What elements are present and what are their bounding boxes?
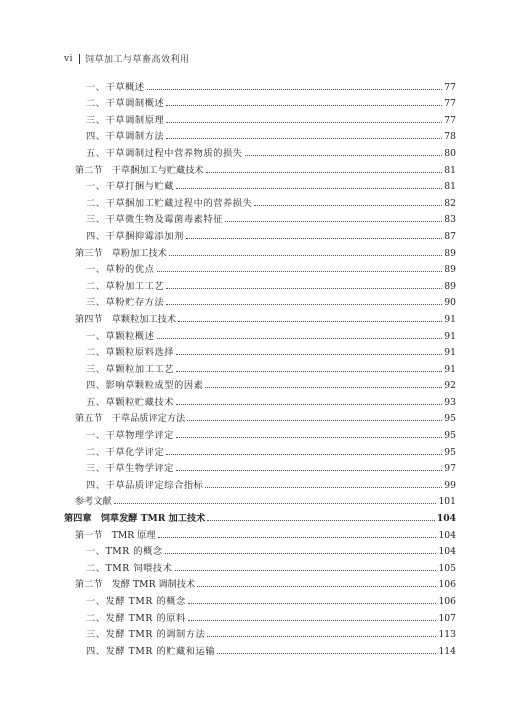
toc-entry-title: 二、干草化学评定 bbox=[86, 446, 165, 458]
toc-entry-title: 二、干草捆加工贮藏过程中的营养损失 bbox=[86, 197, 253, 209]
toc-entry[interactable] bbox=[64, 424, 456, 441]
toc-entry[interactable] bbox=[64, 308, 456, 325]
toc-entry-page: 81 bbox=[444, 164, 456, 176]
toc-entry-page: 99 bbox=[444, 479, 456, 491]
toc-entry-title: 一、干草概述 bbox=[86, 81, 145, 93]
dot-leader bbox=[205, 487, 442, 488]
toc-entry-page: 104 bbox=[438, 529, 456, 541]
toc-entry-page: 95 bbox=[444, 446, 456, 458]
toc-entry[interactable] bbox=[64, 491, 456, 508]
toc-entry-title: 第四章 饲草发酵 TMR 加工技术 bbox=[64, 513, 206, 525]
toc-entry-title: 二、发酵 TMR 的原料 bbox=[86, 612, 186, 624]
dot-leader bbox=[188, 603, 437, 604]
toc-entry-page: 77 bbox=[444, 114, 456, 126]
dot-leader bbox=[206, 172, 443, 173]
toc-entry[interactable] bbox=[64, 541, 456, 558]
toc-entry-title: 一、TMR 的概念 bbox=[86, 546, 163, 558]
toc-entry[interactable] bbox=[64, 259, 456, 276]
dot-leader bbox=[176, 470, 442, 471]
toc-entry-page: 91 bbox=[444, 363, 456, 375]
toc-entry-title: 一、草颗粒概述 bbox=[86, 330, 155, 342]
toc-entry[interactable] bbox=[64, 342, 456, 359]
toc-entry[interactable] bbox=[64, 507, 456, 524]
header-page-number: vi bbox=[64, 53, 73, 64]
dot-leader bbox=[207, 636, 436, 637]
toc-entry[interactable] bbox=[64, 574, 456, 591]
dot-leader bbox=[166, 288, 442, 289]
toc-entry[interactable] bbox=[64, 159, 456, 176]
toc-entry-page: 107 bbox=[438, 612, 456, 624]
toc-entry[interactable] bbox=[64, 458, 456, 475]
dot-leader bbox=[186, 238, 442, 239]
dot-leader bbox=[217, 653, 436, 654]
toc-entry-page: 82 bbox=[444, 197, 456, 209]
toc-entry-title: 第二节 干草捆加工与贮藏技术 bbox=[75, 164, 204, 176]
toc-entry-title: 第四节 草颗粒加工技术 bbox=[75, 313, 177, 325]
toc-entry-title: 二、草粉加工工艺 bbox=[86, 280, 165, 292]
toc-entry[interactable] bbox=[64, 391, 456, 408]
toc-entry[interactable] bbox=[64, 524, 456, 541]
dot-leader bbox=[166, 454, 442, 455]
dot-leader bbox=[188, 620, 437, 621]
toc-entry-title: 参考文献 bbox=[75, 496, 112, 508]
toc-entry-page: 83 bbox=[444, 214, 456, 226]
toc-entry-page: 78 bbox=[444, 131, 456, 143]
toc-entry[interactable] bbox=[64, 325, 456, 342]
toc-entry[interactable] bbox=[64, 275, 456, 292]
toc-entry-page: 95 bbox=[444, 430, 456, 442]
toc-entry[interactable] bbox=[64, 474, 456, 491]
toc-entry-page: 89 bbox=[444, 247, 456, 259]
toc-entry-page: 105 bbox=[438, 562, 456, 574]
dot-leader bbox=[205, 387, 442, 388]
toc-entry-page: 101 bbox=[438, 496, 456, 508]
dot-leader bbox=[166, 304, 442, 305]
toc-entry-title: 五、草颗粒贮藏技术 bbox=[86, 396, 175, 408]
toc-entry-title: 四、干草捆抑霉添加剂 bbox=[86, 230, 184, 242]
toc-entry-title: 三、干草生物学评定 bbox=[86, 463, 175, 475]
dot-leader bbox=[176, 354, 442, 355]
toc-entry-page: 81 bbox=[444, 181, 456, 193]
dot-leader bbox=[176, 188, 442, 189]
toc-entry-page: 89 bbox=[444, 280, 456, 292]
toc-entry-title: 四、干草品质评定综合指标 bbox=[86, 479, 204, 491]
toc-entry-title: 四、影响草颗粒成型的因素 bbox=[86, 380, 204, 392]
dot-leader bbox=[166, 122, 442, 123]
toc-entry-page: 80 bbox=[444, 147, 456, 159]
dot-leader bbox=[175, 570, 437, 571]
toc-entry-title: 二、TMR 饲喂技术 bbox=[86, 562, 173, 574]
toc-entry[interactable] bbox=[64, 225, 456, 242]
toc-entry-title: 一、干草打捆与贮藏 bbox=[86, 181, 175, 193]
dot-leader bbox=[166, 138, 442, 139]
toc-entry-page: 91 bbox=[444, 313, 456, 325]
toc-entry-title: 三、干草调制原理 bbox=[86, 114, 165, 126]
dot-leader bbox=[157, 271, 443, 272]
toc-entry[interactable] bbox=[64, 624, 456, 641]
header-divider bbox=[79, 54, 80, 64]
table-of-contents bbox=[64, 76, 456, 657]
toc-entry-page: 93 bbox=[444, 396, 456, 408]
toc-entry[interactable] bbox=[64, 176, 456, 193]
toc-entry[interactable] bbox=[64, 292, 456, 309]
toc-entry[interactable] bbox=[64, 192, 456, 209]
toc-entry[interactable] bbox=[64, 142, 456, 159]
toc-entry-title: 一、干草物理学评定 bbox=[86, 430, 175, 442]
dot-leader bbox=[157, 338, 443, 339]
toc-entry[interactable] bbox=[64, 441, 456, 458]
running-header bbox=[64, 52, 189, 65]
toc-entry-page: 97 bbox=[444, 463, 456, 475]
toc-entry[interactable] bbox=[64, 358, 456, 375]
toc-entry-title: 第三节 草粉加工技术 bbox=[75, 247, 167, 259]
toc-entry-title: 二、草颗粒原料选择 bbox=[86, 347, 175, 359]
toc-entry-page: 106 bbox=[438, 579, 456, 591]
dot-leader bbox=[187, 420, 442, 421]
toc-entry-title: 三、草粉贮存方法 bbox=[86, 297, 165, 309]
toc-entry-page: 95 bbox=[444, 413, 456, 425]
dot-leader bbox=[178, 321, 442, 322]
header-book-title: 饲草加工与草畜高效利用 bbox=[84, 55, 190, 65]
dot-leader bbox=[165, 553, 437, 554]
toc-entry-page: 87 bbox=[444, 230, 456, 242]
dot-leader bbox=[176, 404, 442, 405]
dot-leader bbox=[225, 221, 442, 222]
dot-leader bbox=[158, 537, 437, 538]
toc-entry[interactable] bbox=[64, 126, 456, 143]
toc-entry-title: 一、草粉的优点 bbox=[86, 264, 155, 276]
toc-entry[interactable] bbox=[64, 557, 456, 574]
toc-entry-title: 第二节 发酵 TMR 调制技术 bbox=[75, 579, 196, 591]
toc-entry-title: 三、草颗粒加工工艺 bbox=[86, 363, 175, 375]
toc-entry-title: 三、干草微生物及霉菌毒素特征 bbox=[86, 214, 224, 226]
toc-entry[interactable] bbox=[64, 590, 456, 607]
toc-entry-title: 一、发酵 TMR 的概念 bbox=[86, 596, 186, 607]
toc-entry[interactable] bbox=[64, 209, 456, 226]
toc-entry-title: 四、发酵 TMR 的贮藏和运输 bbox=[86, 645, 216, 657]
toc-entry[interactable] bbox=[64, 408, 456, 425]
dot-leader bbox=[114, 503, 437, 504]
toc-entry-page: 92 bbox=[444, 380, 456, 392]
toc-entry-page: 104 bbox=[436, 513, 456, 525]
dot-leader bbox=[147, 89, 443, 90]
toc-entry-page: 114 bbox=[438, 645, 456, 657]
toc-entry-page: 91 bbox=[444, 347, 456, 359]
toc-entry[interactable] bbox=[64, 109, 456, 126]
dot-leader bbox=[176, 437, 442, 438]
dot-leader bbox=[207, 520, 435, 521]
toc-entry-page: 113 bbox=[438, 629, 456, 641]
toc-entry-title: 三、发酵 TMR 的调制方法 bbox=[86, 629, 206, 641]
dot-leader bbox=[176, 371, 442, 372]
toc-entry-page: 77 bbox=[444, 81, 456, 93]
toc-entry-title: 五、干草调制过程中营养物质的损失 bbox=[86, 147, 243, 159]
toc-entry[interactable] bbox=[64, 76, 456, 93]
toc-entry-title: 二、干草调制概述 bbox=[86, 98, 165, 110]
toc-entry-page: 91 bbox=[444, 330, 456, 342]
toc-entry[interactable] bbox=[64, 375, 456, 392]
toc-entry-page: 106 bbox=[438, 596, 456, 607]
toc-entry[interactable] bbox=[64, 93, 456, 110]
toc-entry-page: 77 bbox=[444, 98, 456, 110]
dot-leader bbox=[166, 105, 442, 106]
toc-entry-page: 104 bbox=[438, 546, 456, 558]
toc-entry[interactable] bbox=[64, 242, 456, 259]
toc-entry[interactable] bbox=[64, 640, 456, 657]
dot-leader bbox=[254, 205, 442, 206]
dot-leader bbox=[245, 155, 443, 156]
toc-entry-page: 89 bbox=[444, 264, 456, 276]
toc-entry-title: 四、干草调制方法 bbox=[86, 131, 165, 143]
toc-entry[interactable] bbox=[64, 607, 456, 624]
dot-leader bbox=[169, 255, 442, 256]
dot-leader bbox=[197, 586, 436, 587]
toc-entry-title: 第五节 干草品质评定方法 bbox=[75, 413, 186, 425]
toc-entry-title: 第一节 TMR 原理 bbox=[75, 529, 156, 541]
toc-entry-page: 90 bbox=[444, 297, 456, 309]
